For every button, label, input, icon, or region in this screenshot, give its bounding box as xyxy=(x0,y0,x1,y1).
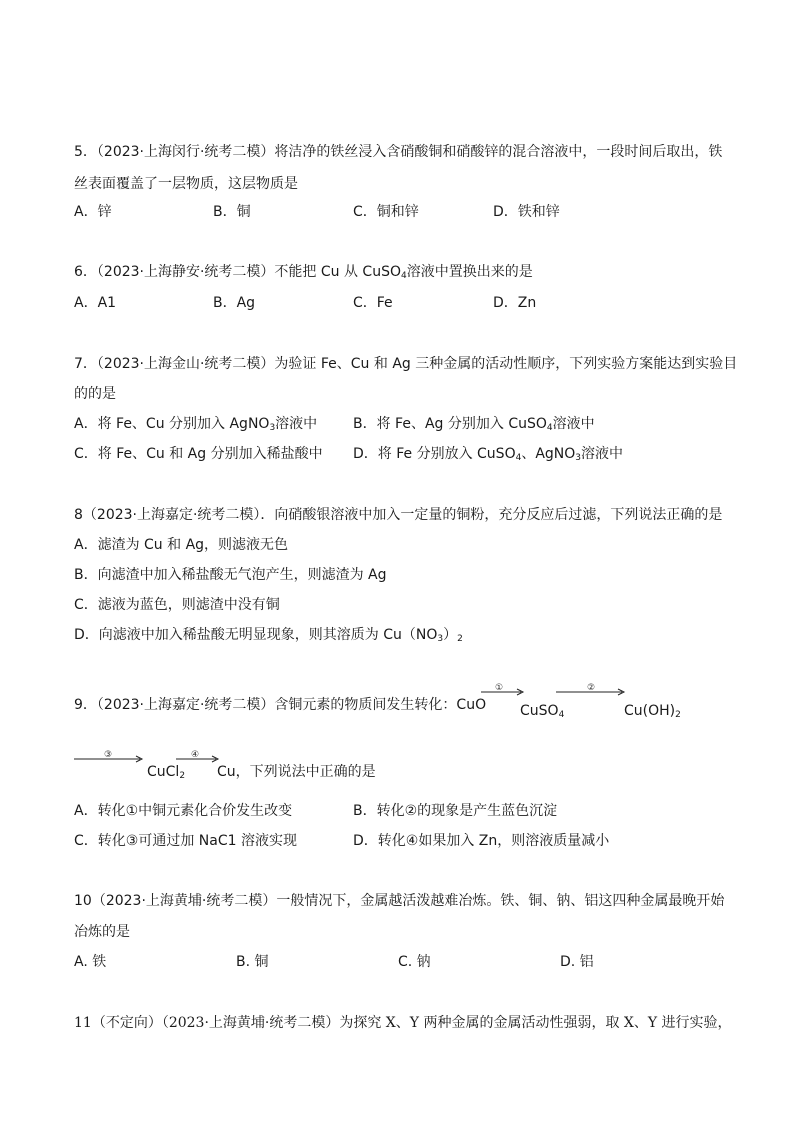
q7-option-b-text: B．将 Fe、Ag 分别加入 CuSO xyxy=(353,416,547,432)
q8-option-d-text: D．向滤液中加入稀盐酸无明显现象，则其溶质为 Cu（NO xyxy=(74,627,438,643)
q5-option-a: A．锌 xyxy=(74,204,112,220)
q6-option-b: B．Ag xyxy=(213,295,256,311)
q9-stem: 9．（2023·上海嘉定·统考二模）含铜元素的物质间发生转化：CuO xyxy=(74,697,487,713)
q5-option-b: B．铜 xyxy=(213,204,251,220)
q7-option-a xyxy=(74,414,317,434)
q6-stem-pre: 6．（2023·上海静安·统考二模）不能把 Cu 从 CuSO xyxy=(74,264,401,280)
q9-option-a: A．转化①中铜元素化合价发生改变 xyxy=(74,803,293,819)
q10-stem-line2: 冶炼的是 xyxy=(74,924,130,940)
q7-option-d-sub1: 4 xyxy=(515,453,522,463)
q11-stem-line1: 11（不定向）（2023·上海黄埔·统考二模）为探究 X、Y 两种金属的金属活动性强弱，取 X、Y 进行实验， xyxy=(74,1015,732,1031)
q7-option-d-text: D．将 Fe 分别放入 CuSO xyxy=(353,446,516,462)
q6-stem-sub: 4 xyxy=(401,271,407,281)
q10-option-d: D. 铝 xyxy=(560,954,594,970)
q7-option-d xyxy=(353,444,623,464)
q7-option-d-mid: 、AgNO xyxy=(521,446,576,462)
q9-option-b: B．转化②的现象是产生蓝色沉淀 xyxy=(353,803,558,819)
q8-option-c: C．滤液为蓝色，则滤渣中没有铜 xyxy=(74,597,280,613)
q9-cuso4-text: CuSO xyxy=(520,703,559,719)
q7-option-b-sub: 4 xyxy=(546,423,553,433)
q9-cucl2 xyxy=(147,762,185,782)
q7-option-c: C．将 Fe、Cu 和 Ag 分别加入稀盐酸中 xyxy=(74,446,323,462)
q9-cuoh2-text: Cu(OH) xyxy=(624,703,676,719)
q10-option-a: A. 铁 xyxy=(74,954,107,970)
q10-option-b: B. 铜 xyxy=(236,954,269,970)
q5-stem-line1: 5．（2023·上海闵行·统考二模）将洁净的铁丝浸入含硝酸铜和硝酸锌的混合溶液中，一段时间后取出，铁 xyxy=(74,144,723,160)
q9-option-c: C．转化③可通过加 NaC1 溶液实现 xyxy=(74,833,297,849)
arrow-right-icon xyxy=(74,755,144,763)
q9-cuoh2-sub: 2 xyxy=(675,710,681,720)
q5-stem-line2: 丝表面覆盖了一层物质，这层物质是 xyxy=(74,176,298,192)
q9-cuso4-sub: 4 xyxy=(558,710,565,720)
arrow-right-icon xyxy=(556,688,626,696)
q9-cuoh2 xyxy=(624,701,681,721)
q6-option-d: D．Zn xyxy=(493,295,537,311)
q9-mark-1: ① xyxy=(495,683,504,693)
q9-option-d: D．转化④如果加入 Zn，则溶液质量减小 xyxy=(353,833,610,849)
q8-option-d-sub2: 2 xyxy=(457,634,463,644)
q9-cuso4 xyxy=(520,701,564,721)
q9-mark-2: ② xyxy=(587,683,596,693)
q8-stem: 8（2023·上海嘉定·统考二模）．向硝酸银溶液中加入一定量的铜粉，充分反应后过滤，下列说法正确的是 xyxy=(74,507,723,523)
q10-stem-line1: 10（2023·上海黄埔·统考二模）一般情况下，金属越活泼越难冶炼。铁、铜、钠、铝这四种金属最晚开始 xyxy=(74,893,725,909)
q7-stem-line1: 7．（2023·上海金山·统考二模）为验证 Fe、Cu 和 Ag 三种金属的活动性顺序，下列实验方案能达到实验目 xyxy=(74,356,738,372)
q10-option-c: C. 钠 xyxy=(398,954,431,970)
q6-stem xyxy=(74,262,533,282)
q7-stem-line2: 的的是 xyxy=(74,386,116,402)
q7-option-a-text: A．将 Fe、Cu 分别加入 AgNO xyxy=(74,416,270,432)
q7-option-d-post: 溶液中 xyxy=(581,446,624,462)
q9-stem-end: Cu，下列说法中正确的是 xyxy=(217,764,376,780)
q7-option-b xyxy=(353,414,595,434)
q8-option-d-sub: 3 xyxy=(437,634,444,644)
q8-option-d-post: ） xyxy=(443,627,458,643)
q7-option-d-sub2: 3 xyxy=(575,453,582,463)
q6-option-a: A．A1 xyxy=(74,295,117,311)
q5-option-d: D．铁和锌 xyxy=(493,204,560,220)
arrow-right-icon xyxy=(481,688,525,696)
q7-option-a-sub: 3 xyxy=(269,423,276,433)
q9-cucl2-sub: 2 xyxy=(179,771,186,781)
q8-option-a: A．滤渣为 Cu 和 Ag，则滤液无色 xyxy=(74,537,289,553)
q7-option-a-post: 溶液中 xyxy=(275,416,318,432)
q9-cucl2-text: CuCl xyxy=(147,764,180,780)
arrow-right-icon xyxy=(176,755,220,763)
q9-mark-3: ③ xyxy=(104,750,113,760)
q6-stem-post: 溶液中置换出来的是 xyxy=(406,264,533,280)
q5-option-c: C．铜和锌 xyxy=(353,204,419,220)
q8-option-d xyxy=(74,625,463,645)
q8-option-b: B．向滤渣中加入稀盐酸无气泡产生，则滤渣为 Ag xyxy=(74,567,387,583)
q6-option-c: C．Fe xyxy=(353,295,393,311)
q7-option-b-post: 溶液中 xyxy=(552,416,595,432)
q9-mark-4: ④ xyxy=(191,750,200,760)
